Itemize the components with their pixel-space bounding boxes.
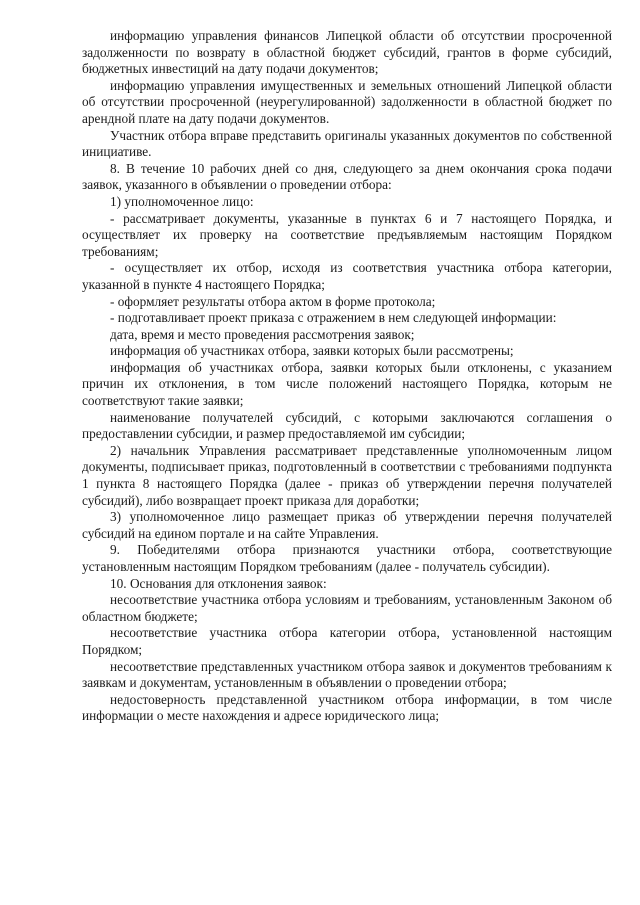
paragraph: - подготавливает проект приказа с отражением в нем следующей информации: [110, 310, 557, 326]
paragraph: несоответствие участника отбора условиям и требованиям, установленным Законом об областном бюджете; [82, 592, 612, 624]
paragraph: 8. В течение 10 рабочих дней со дня, следующего за днем окончания срока подачи заявок, указанного в объявлении о проведении отбора: [82, 160, 612, 193]
paragraph: 2) начальник Управления рассматривает представленные уполномоченным лицом документы, подписывает приказ, подготовленный в соответствии с требованиями подпункта 1 пункта 8 настоящего Порядка (далее - приказ об утверждении перечня получателей субсидий), либо возвращает проект приказа для доработки; [82, 442, 612, 508]
paragraph: недостоверность представленной участником отбора информации, в том числе информации о месте нахождения и адресе юридического лица; [82, 691, 612, 724]
paragraph: информация об участниках отбора, заявки которых были рассмотрены; [110, 343, 514, 359]
paragraph: - оформляет результаты отбора актом в форме протокола; [110, 293, 436, 309]
paragraph: несоответствие представленных участником отбора заявок и документов требованиям к заявкам и документам, установленным в объявлении о проведении отбора; [82, 658, 612, 691]
document-page [82, 28, 612, 725]
paragraph: 9. Победителями отбора признаются участники отбора, соответствующие установленным настоящим Порядком требованиям (далее - получатель субсидии). [82, 542, 612, 574]
paragraph: информация об участниках отбора, заявки которых были отклонены, с указанием причин их отклонения, в том числе положений настоящего Порядка, которым не соответствуют такие заявки; [82, 359, 612, 409]
paragraph: наименование получателей субсидий, с которыми заключаются соглашения о предоставлении субсидии, и размер предоставляемой им субсидии; [82, 409, 612, 442]
paragraph: информацию управления имущественных и земельных отношений Липецкой области об отсутствии просроченной (неурегулированной) задолженности в областной бюджет по арендной плате на дату подачи документов. [82, 77, 612, 126]
paragraph: - осуществляет их отбор, исходя из соответствия участника отбора категории, указанной в пункте 4 настоящего Порядка; [82, 260, 612, 292]
paragraph: Участник отбора вправе представить оригиналы указанных документов по собственной инициативе. [82, 127, 612, 160]
paragraph: - рассматривает документы, указанные в пунктах 6 и 7 настоящего Порядка, и осуществляет их проверку на соответствие предъявляемым настоящим Порядком требованиям; [82, 210, 612, 259]
paragraph: 10. Основания для отклонения заявок: [110, 575, 327, 591]
paragraph: дата, время и место проведения рассмотрения заявок; [110, 326, 415, 342]
paragraph: 3) уполномоченное лицо размещает приказ об утверждении перечня получателей субсидий на едином портале и на сайте Управления. [82, 509, 612, 541]
paragraph: несоответствие участника отбора категории отбора, установленной настоящим Порядком; [82, 625, 612, 657]
paragraph: информацию управления финансов Липецкой области об отсутствии просроченной задолженности по возврату в областной бюджет субсидий, грантов в форме субсидий, бюджетных инвестиций на дату подачи документов; [82, 28, 612, 77]
paragraph: 1) уполномоченное лицо: [110, 193, 254, 209]
